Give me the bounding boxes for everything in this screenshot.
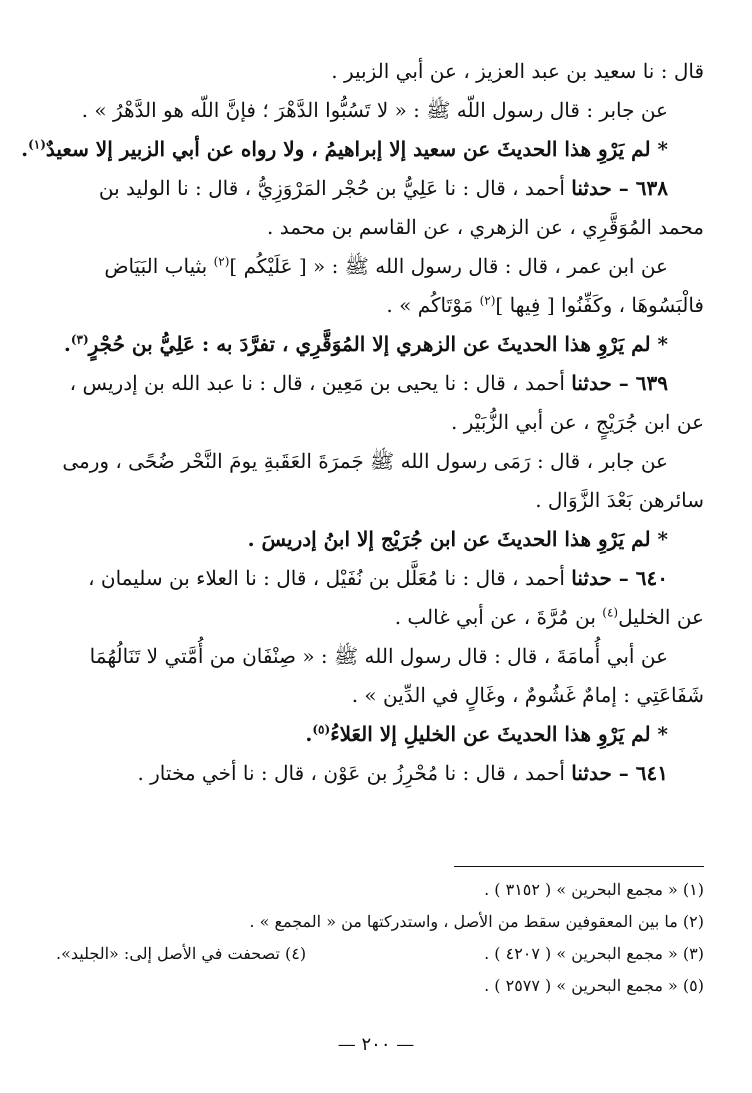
text-line: عن جابر : قال رسول اللّه ﷺ : « لا تَسُبُّوا الدَّهْرَ ؛ فإنَّ اللّه هو الدَّهْرُ » . [81,98,668,122]
text-line: * لم يَرْوِ هذا الحديثَ عن سعيد إلا إبراهيمُ ، ولا رواه عن أبي الزبير إلا سعيدٌ$^{(١)}$. [21,137,668,161]
text-line: * لم يَرْوِ هذا الحديثَ عن ابن جُرَيْج إلا ابنُ إدريسَ . [247,527,668,551]
text-line: عن أبي أُمامَةَ ، قال : قال رسول الله ﷺ : « صِنْفَان من أُمَّتي لا تَنَالُهُمَا [89,644,668,668]
hadith-entry-639: ٦٣٩ – حدثنا أحمد ، قال : نا يحيى بن مَعِين ، قال : نا عبد الله بن إدريس ، [69,371,668,395]
text-line: محمد المُوَقَّرِي ، عن الزهري ، عن القاسم بن محمد . [267,215,704,239]
footnote-item: (٤) تصحفت في الأصل إلى: «الجليد». [56,944,307,963]
footnote-item: (٥) « مجمع البحرين » ( ٢٥٧٧ ) . [484,976,704,995]
footnote-item: (٢) ما بين المعقوفين سقط من الأصل ، واستدركتها من « المجمع » . [249,912,704,931]
text-line: فالْبَسُوهَا ، وكَفِّنُوا [ فِيها ]$^{(٢)}$ مَوْتَاكُم » . [386,293,704,317]
hadith-entry-640: ٦٤٠ – حدثنا أحمد ، قال : نا مُعَلَّل بن نُفَيْل ، قال : نا العلاء بن سليمان ، [88,566,668,590]
page-number: — ٢٠٠ — [337,1034,415,1055]
main-text [21,52,704,793]
text-line: عن الخليل$^{(٤)}$ بن مُرَّةَ ، عن أبي غالب . [394,605,704,629]
text-line: * لم يَرْوِ هذا الحديثَ عن الزهري إلا المُوَقَّرِي ، تفرَّدَ به : عَلِيُّ بن حُجْرٍ$^{(٣)}$. [63,332,668,356]
hadith-entry-638: ٦٣٨ – حدثنا أحمد ، قال : نا عَلِيُّ بن حُجْر المَرْوَزِيُّ ، قال : نا الوليد بن [98,176,668,200]
text-line: عن جابر ، قال : رَمَى رسول الله ﷺ جَمرَةَ العَقَبةِ يومَ النَّحْر ضُحًى ، ورمى [62,449,668,473]
text-line: عن ابن جُرَيْجٍ ، عن أبي الزُّبَيْر . [451,410,704,434]
hadith-entry-641: ٦٤١ – حدثنا أحمد ، قال : نا مُحْرِزُ بن عَوْن ، قال : نا أخي مختار . [137,761,668,785]
text-line: * لم يَرْوِ هذا الحديثَ عن الخليلِ إلا العَلاءُ$^{(٥)}$. [305,722,668,746]
text-line: عن ابن عمر ، قال : قال رسول الله ﷺ : « [ عَلَيْكُم ]$^{(٢)}$ بثياب البَيَاض [104,254,668,278]
text-line: شَفَاعَتِي : إمامٌ غَشُومٌ ، وغَالٍ في الدِّين » . [351,683,704,707]
text-line: سائرهن بَعْدَ الزَّوَال . [535,488,704,512]
footnote-item: (٣) « مجمع البحرين » ( ٤٢٠٧ ) . (٤) تصحفت في الأصل إلى: «الجليد». [36,938,704,970]
footnote-item: (١) « مجمع البحرين » ( ٣١٥٢ ) . [484,880,704,899]
footnote-separator [454,866,704,867]
text-line: قال : نا سعيد بن عبد العزيز ، عن أبي الزبير . [331,59,704,83]
footnotes [36,874,704,1002]
